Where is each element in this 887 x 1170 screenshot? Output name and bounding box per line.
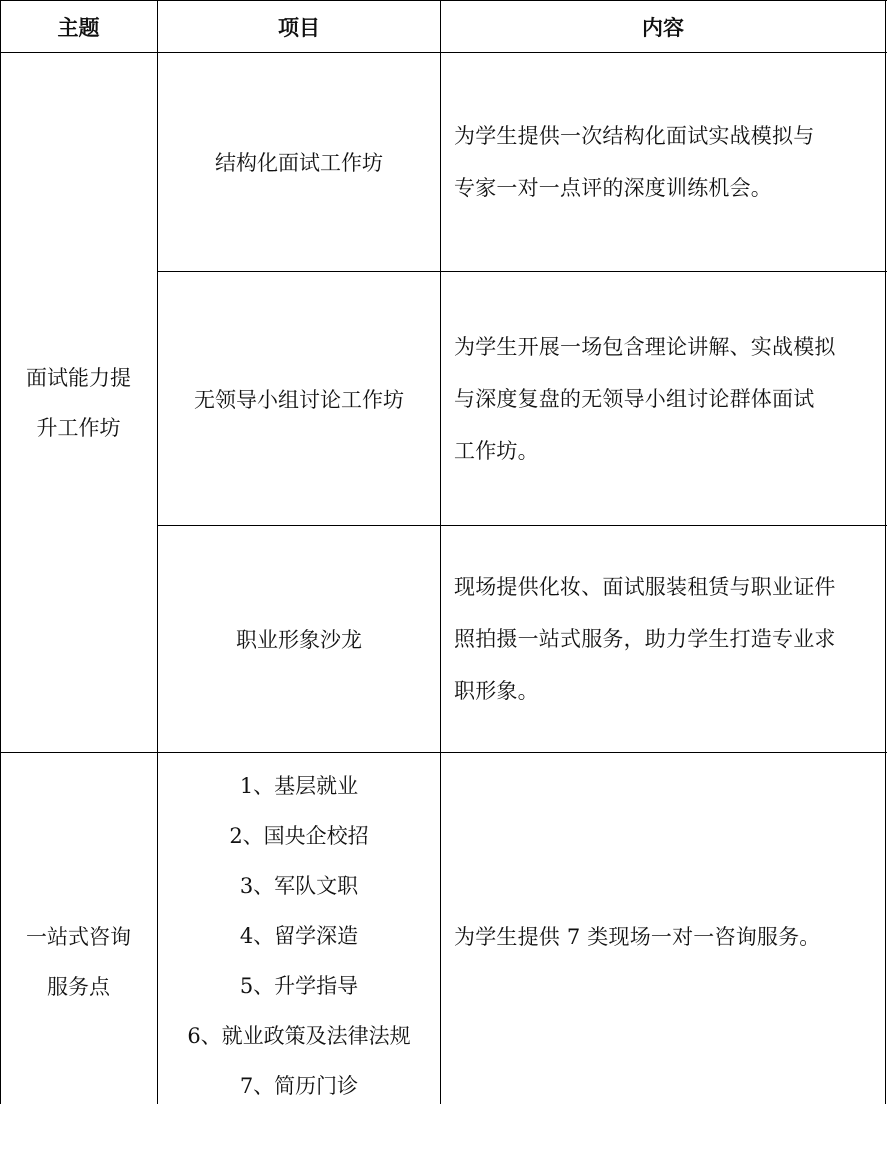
header-theme: 主题 — [57, 15, 100, 40]
content-line: 职形象。 — [454, 679, 539, 703]
theme-line: 面试能力提 — [26, 365, 131, 390]
item-cell: 无领导小组讨论工作坊 — [194, 387, 404, 412]
content-line: 现场提供化妆、面试服装租赁与职业证件 — [454, 575, 836, 599]
list-item: 1、基层就业 — [239, 774, 359, 798]
content-cell — [441, 272, 885, 525]
header-content: 内容 — [642, 15, 684, 40]
list-item: 3、军队文职 — [239, 874, 359, 898]
theme-cell-consulting — [0, 753, 157, 1170]
header-item: 项目 — [278, 15, 320, 40]
table-border-right — [885, 0, 886, 1104]
list-item: 4、留学深造 — [239, 924, 359, 948]
theme-cell-interview — [0, 53, 157, 752]
content-line: 为学生开展一场包含理论讲解、实战模拟 — [454, 334, 836, 359]
content-cell — [441, 53, 885, 271]
content-line: 照拍摄一站式服务，助力学生打造专业求 — [454, 627, 836, 651]
consulting-item-list — [158, 761, 440, 1104]
item-cell: 职业形象沙龙 — [236, 628, 362, 652]
list-item: 2、国央企校招 — [229, 824, 369, 848]
content-line: 与深度复盘的无领导小组讨论群体面试 — [454, 386, 815, 411]
content-line: 工作坊。 — [454, 438, 539, 463]
theme-line: 升工作坊 — [36, 415, 121, 440]
theme-line: 一站式咨询 — [26, 924, 131, 949]
content-cell — [441, 526, 885, 752]
content-line: 为学生提供一次结构化面试实战模拟与 — [454, 124, 815, 148]
list-item: 6、就业政策及法律法规 — [187, 1024, 411, 1048]
content-line: 专家一对一点评的深度训练机会。 — [454, 176, 772, 200]
content-cell: 为学生提供 7 类现场一对一咨询服务。 — [454, 924, 821, 949]
list-item: 5、升学指导 — [239, 974, 359, 998]
item-cell: 结构化面试工作坊 — [215, 151, 383, 175]
list-item: 7、简历门诊 — [239, 1074, 359, 1098]
theme-line: 服务点 — [47, 974, 110, 999]
